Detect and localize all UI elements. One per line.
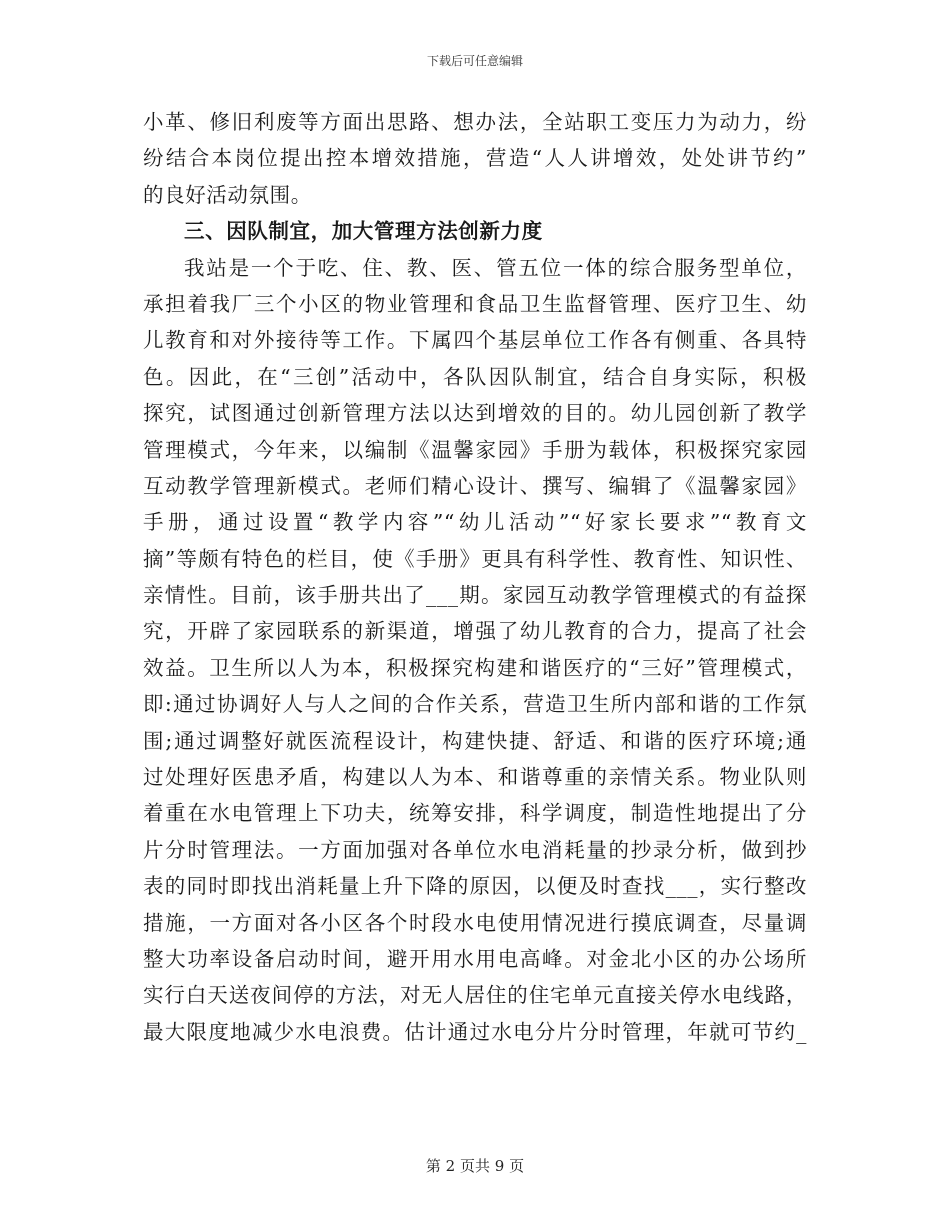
paragraph-line: 即:通过协调好人与人之间的合作关系，营造卫生所内部和谐的工作氛 [143, 692, 807, 717]
paragraph-line: 纷结合本岗位提出控本增效措施，营造“人人讲增效，处处讲节约” [143, 146, 807, 171]
paragraph-line: 究，开辟了家园联系的新渠道，增强了幼儿教育的合力，提高了社会 [143, 619, 807, 644]
paragraph-line: 整大功率设备启动时间，避开用水用电高峰。对金北小区的办公场所 [143, 946, 807, 971]
paragraph-line: 色。因此，在“三创”活动中，各队因队制宜，结合自身实际，积极 [143, 364, 807, 389]
section-heading: 三、因队制宜，加大管理方法创新力度 [184, 219, 543, 244]
paragraph-line: 的良好活动氛围。 [143, 182, 312, 207]
paragraph-line: 最大限度地减少水电浪费。估计通过水电分片分时管理，年就可节约_ [143, 1019, 807, 1044]
document-body [143, 104, 807, 1050]
paragraph-line: 片分时管理法。一方面加强对各单位水电消耗量的抄录分析，做到抄 [143, 837, 807, 862]
paragraph-line: 摘”等颇有特色的栏目，使《手册》更具有科学性、教育性、知识性、 [143, 546, 807, 571]
paragraph-line: 着重在水电管理上下功夫，统筹安排，科学调度，制造性地提出了分 [143, 801, 807, 826]
paragraph-line: 儿教育和对外接待等工作。下属四个基层单位工作各有侧重、各具特 [143, 328, 807, 353]
paragraph-line: 承担着我厂三个小区的物业管理和食品卫生监督管理、医疗卫生、幼 [143, 291, 807, 316]
paragraph-line: 亲情性。目前，该手册共出了___期。家园互动教学管理模式的有益探 [143, 583, 807, 608]
paragraph-line: 实行白天送夜间停的方法，对无人居住的住宅单元直接关停水电线路， [143, 983, 807, 1008]
paragraph-line: 小革、修旧利废等方面出思路、想办法，全站职工变压力为动力，纷 [143, 110, 807, 134]
paragraph-line: 措施，一方面对各小区各个时段水电使用情况进行摸底调查，尽量调 [143, 910, 807, 935]
paragraph-line: 过处理好医患矛盾，构建以人为本、和谐尊重的亲情关系。物业队则 [143, 765, 807, 790]
paragraph-line: 表的同时即找出消耗量上升下降的原因，以便及时查找___，实行整改 [143, 874, 807, 899]
paragraph-line: 探究，试图通过创新管理方法以达到增效的目的。幼儿园创新了教学 [143, 401, 807, 426]
paragraph-line: 效益。卫生所以人为本，积极探究构建和谐医疗的“三好”管理模式， [143, 655, 807, 680]
paragraph-line: 互动教学管理新模式。老师们精心设计、撰写、编辑了《温馨家园》 [143, 473, 807, 498]
paragraph-line: 手册，通过设置“教学内容”“幼儿活动”“好家长要求”“教育文 [143, 510, 807, 535]
paragraph-line: 管理模式，今年来，以编制《温馨家园》手册为载体，积极探究家园 [143, 437, 807, 462]
page-header: 下载后可任意编辑 [426, 54, 523, 68]
page-footer: 第 2 页共 9 页 [425, 1157, 525, 1175]
paragraph-line: 我站是一个于吃、住、教、医、管五位一体的综合服务型单位， [184, 255, 807, 280]
paragraph-line: 围;通过调整好就医流程设计，构建快捷、舒适、和谐的医疗环境;通 [143, 728, 807, 753]
